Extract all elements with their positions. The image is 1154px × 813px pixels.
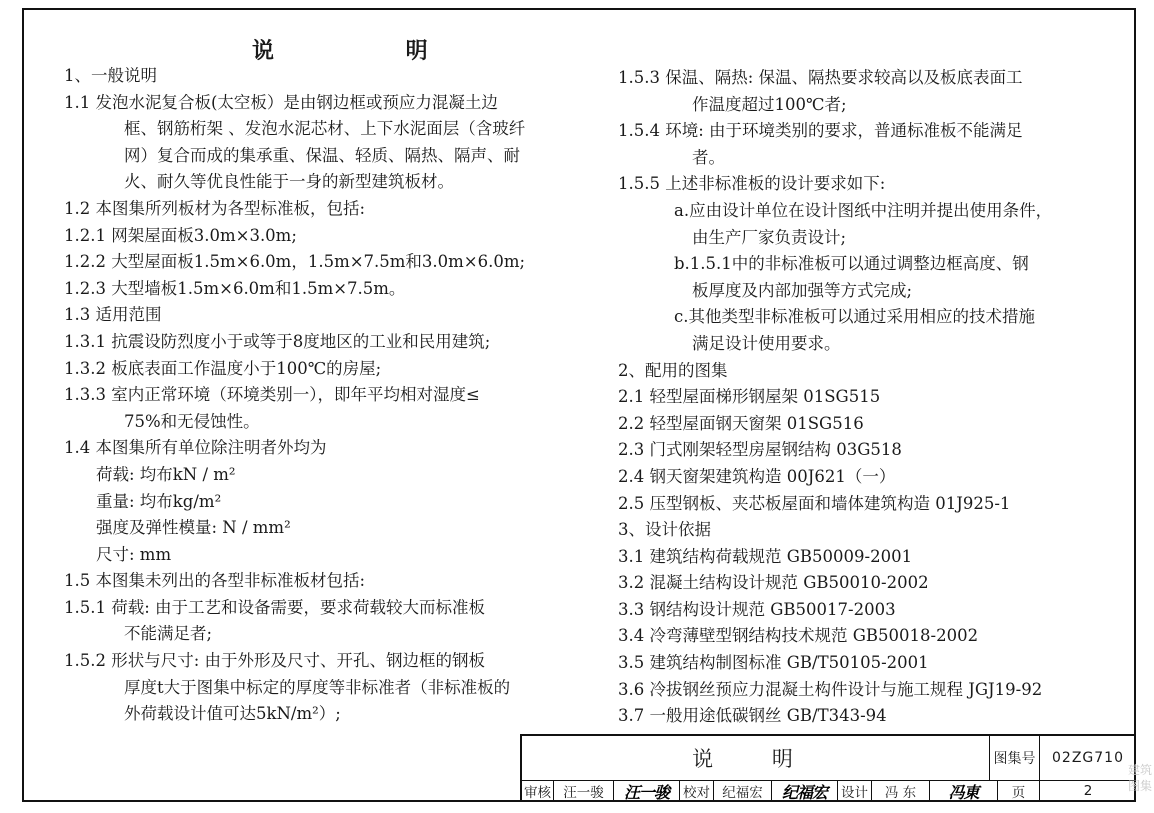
text-line: 不能满足者;: [124, 624, 213, 644]
text-line: 3.1 建筑结构荷载规范 GB50009-2001: [618, 546, 913, 566]
text-line: 1.5.3 保温、隔热: 保温、隔热要求较高以及板底表面工: [618, 68, 1023, 87]
text-line: 2.1 轻型屋面梯形钢屋架 01SG515: [618, 387, 881, 407]
text-line: 1.2 本图集所列板材为各型标准板，包括:: [64, 198, 366, 218]
text-line: 3.7 一般用途低碳钢丝 GB/T343-94: [618, 706, 887, 726]
text-line: 1.3.1 抗震设防烈度小于或等于8度地区的工业和民用建筑;: [64, 331, 491, 351]
text-line: 1.2.1 网架屋面板3.0m×3.0m;: [64, 225, 297, 245]
text-line: 3.5 建筑结构制图标准 GB/T50105-2001: [618, 653, 929, 673]
text-line: 1.2.2 大型屋面板1.5m×6.0m，1.5m×7.5m和3.0m×6.0m;: [64, 252, 526, 272]
text-line: 2、配用的图集: [618, 360, 728, 380]
checker-name: 纪福宏: [714, 780, 772, 802]
text-line: 1.5.2 形状与尺寸: 由于外形及尺寸、开孔、钢边框的钢板: [64, 651, 486, 671]
text-line: 1.5.4 环境: 由于环境类别的要求，普通标准板不能满足: [618, 121, 1023, 141]
text-line: 网）复合而成的集承重、保温、轻质、隔热、隔声、耐: [124, 145, 520, 165]
text-line: 3.2 混凝土结构设计规范 GB50010-2002: [618, 573, 929, 593]
designer-name: 冯 东: [872, 780, 930, 802]
text-line: 1.4 本图集所有单位除注明者外均为: [64, 438, 327, 458]
watermark-line-1: 建筑: [1127, 763, 1152, 777]
designer-signature: 冯東: [930, 780, 998, 802]
watermark: [1128, 762, 1152, 794]
atlas-number-value: 02ZG710: [1052, 750, 1124, 766]
text-line: a.应由设计单位在设计图纸中注明并提出使用条件，: [674, 200, 1053, 220]
title-block-top-row: [522, 736, 1136, 781]
review-label: 审核: [522, 780, 554, 802]
reviewer-signature: 汪一骏: [614, 780, 680, 802]
left-column: [64, 63, 574, 728]
title-block: [520, 734, 1136, 802]
text-line: 2.5 压型钢板、夹芯板屋面和墙体建筑构造 01J925-1: [618, 493, 1011, 513]
text-line: 厚度t大于图集中标定的厚度等非标准者（非标准板的: [124, 677, 511, 697]
page-number: 2: [1083, 783, 1093, 799]
text-line: 1.5 本图集未列出的各型非标准板材包括:: [64, 571, 366, 591]
text-line: 满足设计使用要求。: [692, 333, 841, 353]
checker-signature: 纪福宏: [772, 780, 838, 802]
text-line: 1.3.2 板底表面工作温度小于100℃的房屋;: [64, 358, 382, 378]
text-line: 框、钢筋桁架 、发泡水泥芯材、上下水泥面层（含玻纤: [124, 119, 526, 139]
text-line: 2.3 门式刚架轻型房屋钢结构 03G518: [618, 440, 902, 460]
text-line: 1.2.3 大型墙板1.5m×6.0m和1.5m×7.5m。: [64, 278, 406, 298]
text-line: 1.1 发泡水泥复合板(太空板）是由钢边框或预应力混凝土边: [64, 92, 498, 112]
text-line: 1.3.3 室内正常环境（环境类别一），即年平均相对湿度≤: [64, 385, 480, 405]
atlas-number-label: 图集号: [990, 736, 1040, 780]
text-line: 者。: [692, 147, 725, 167]
text-line: 3.4 冷弯薄壁型钢结构技术规范 GB50018-2002: [618, 626, 979, 646]
check-label: 校对: [680, 780, 714, 802]
text-line: 外荷载设计值可达5kN/m²）;: [124, 704, 341, 724]
text-line: c.其他类型非标准板可以通过采用相应的技术措施: [674, 307, 1035, 327]
text-line: 由生产厂家负责设计;: [692, 227, 847, 247]
title-block-signature-row: [522, 780, 1136, 802]
text-line: 1.5.5 上述非标准板的设计要求如下:: [618, 174, 886, 194]
watermark-line-2: 图集: [1127, 779, 1152, 793]
text-line: 2.2 轻型屋面钢天窗架 01SG516: [618, 413, 864, 433]
text-line: 荷载: 均布kN / m²: [96, 464, 236, 484]
text-line: 强度及弹性模量: N / mm²: [96, 518, 291, 538]
text-line: 3.6 冷拔钢丝预应力混凝土构件设计与施工规程 JGJ19-92: [618, 679, 1043, 699]
text-line: 75%和无侵蚀性。: [124, 411, 260, 431]
text-line: 1.5.1 荷载: 由于工艺和设备需要，要求荷载较大而标准板: [64, 597, 486, 617]
page-title: 说 明: [252, 38, 490, 64]
title-block-title: 说 明: [522, 736, 990, 780]
text-line: 火、耐久等优良性能于一身的新型建筑板材。: [124, 172, 454, 192]
text-line: 板厚度及内部加强等方式完成;: [692, 280, 913, 300]
text-line: 尺寸: mm: [96, 544, 172, 564]
right-column: [618, 65, 1138, 730]
text-line: 重量: 均布kg/m²: [96, 491, 222, 511]
text-line: b.1.5.1中的非标准板可以通过调整边框高度、钢: [674, 254, 1029, 274]
text-line: 2.4 钢天窗架建筑构造 00J621（一）: [618, 466, 896, 486]
page-label: 页: [998, 780, 1040, 802]
text-line: 3、设计依据: [618, 520, 711, 540]
design-label: 设计: [838, 780, 872, 802]
reviewer-name: 汪一骏: [554, 780, 614, 802]
text-line: 1、一般说明: [64, 66, 157, 85]
text-line: 作温度超过100℃者;: [692, 94, 847, 114]
text-line: 3.3 钢结构设计规范 GB50017-2003: [618, 599, 896, 619]
text-line: 1.3 适用范围: [64, 305, 162, 325]
